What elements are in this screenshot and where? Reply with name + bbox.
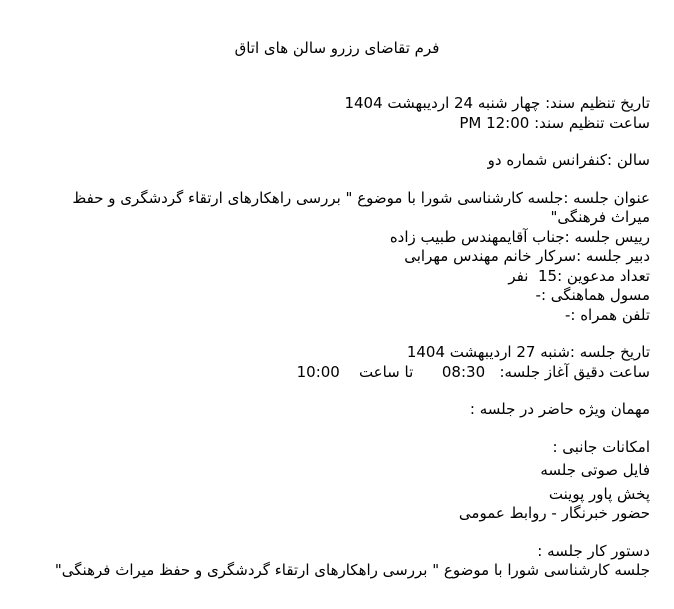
invitee-count: تعداد مدعوین :15 نفر [508,266,650,285]
form-body [38,94,650,581]
meeting-chair: رییس جلسه :جناب آقایمهندس طبیب زاده [389,227,650,246]
meeting-time-range [38,363,650,383]
hall-name: سالن :کنفرانس شماره دو [487,151,650,169]
facility-item: پخش پاور پوینت [548,484,650,503]
document-time: ساعت تنظیم سند: 12:00 PM [459,113,650,132]
document-date: تاریخ تنظیم سند: چهار شنبه 24 اردیبهشت 1404 [344,94,650,112]
facility-item: فایل صوتی جلسه [540,461,650,479]
side-facilities-heading: امکانات جانبی : [552,437,650,456]
meeting-secretary: دبیر جلسه :سرکار خانم مهندس مهرابی [404,247,650,265]
mobile-phone: تلفن همراه :- [564,305,650,324]
form-title: فرم تقاضای رزرو سالن های اتاق [234,39,440,57]
to-time-label: تا ساعت [358,362,414,381]
meeting-title: عنوان جلسه :جلسه کارشناسی شورا با موضوع " بررسی راهکارهای ارتقاء گردشگری و حفظ میراث فرهنگی" [67,188,650,226]
start-time-label: ساعت دقیق آغاز جلسه: [499,362,650,381]
start-time-value: 08:30 [441,362,486,381]
coordinator: مسول هماهنگی :- [535,286,650,304]
end-time-value: 10:00 [296,362,340,381]
special-guest: مهمان ویژه حاضر در جلسه : [469,400,650,418]
agenda-text: جلسه کارشناسی شورا با موضوع " بررسی راهکارهای ارتقاء گردشگری و حفظ میراث فرهنگی" [54,561,650,579]
facility-item: حضور خبرنگار - روابط عمومی [458,504,650,522]
meeting-date: تاریخ جلسه :شنبه 27 اردیبهشت 1404 [406,343,650,361]
agenda-heading: دستور کار جلسه : [537,541,650,560]
